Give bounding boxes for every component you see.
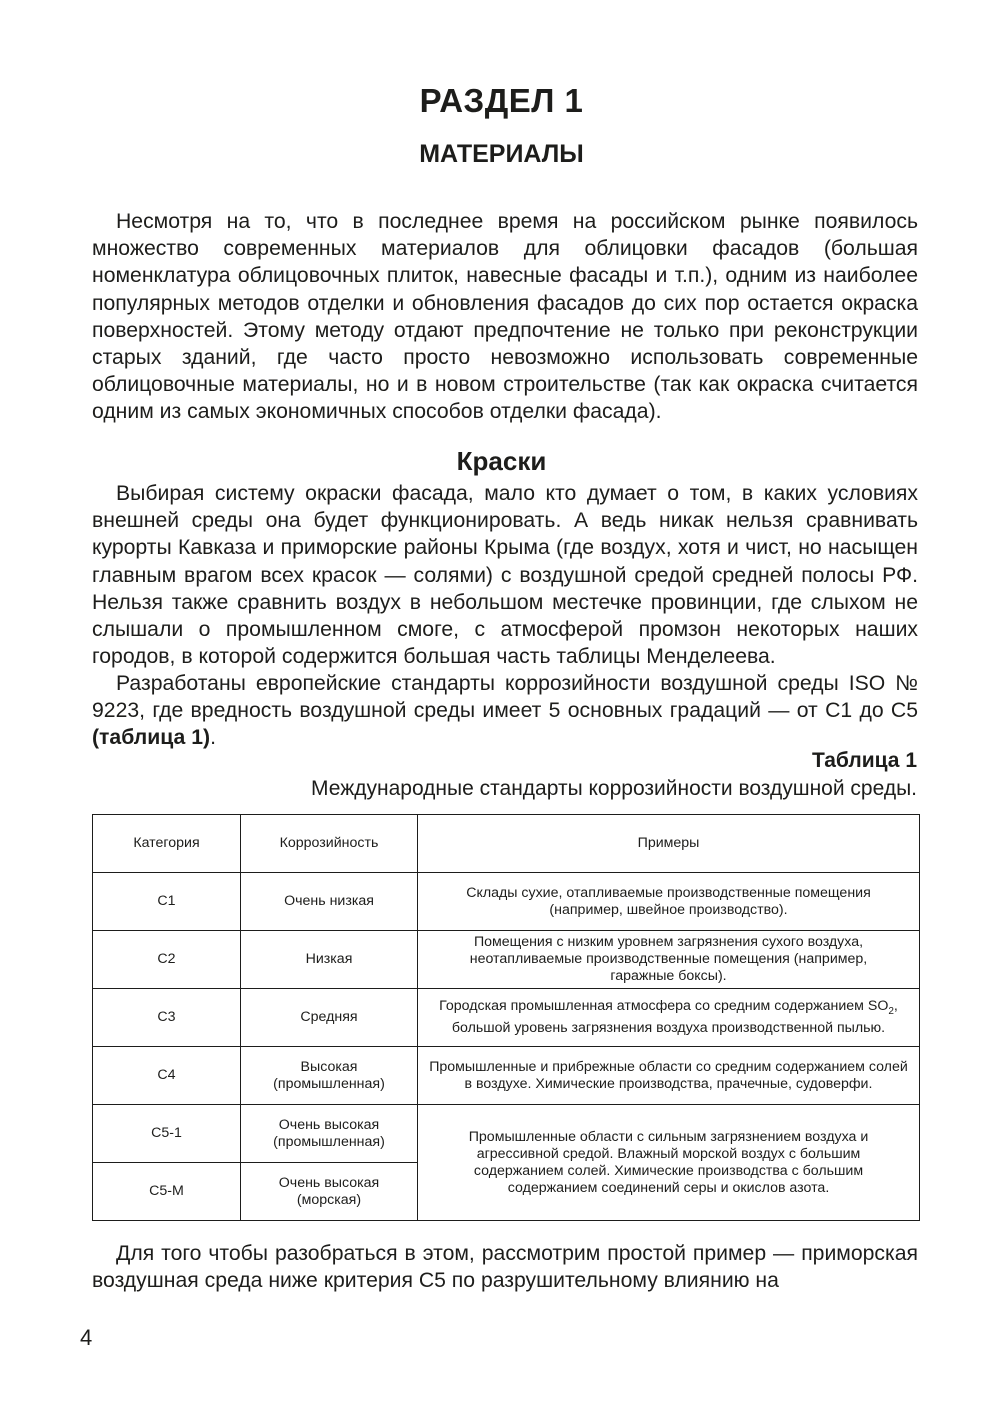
paragraph-iso-end: . xyxy=(210,726,216,750)
page-number: 4 xyxy=(80,1325,93,1350)
cell-category: С1 xyxy=(93,873,241,931)
table-caption: Международные стандарты коррозийности воздушной среды. xyxy=(311,777,917,800)
table-row xyxy=(93,1105,920,1163)
cell-category: С2 xyxy=(93,931,241,989)
cell-examples-c5: Промышленные области с сильным загрязнением воздуха и агрессивной средой. Влажный морской воздух с большим содержанием солей. Химические производства с большим содержанием соединений серы и окислов азота. xyxy=(418,1105,920,1221)
subheading-paints: Краски xyxy=(456,446,547,476)
cell-corrosivity: Низкая xyxy=(241,931,418,989)
corrosivity-table xyxy=(92,814,920,1221)
cell-category: С5-М xyxy=(93,1163,241,1221)
cell-examples: Склады сухие, отапливаемые производственные помещения (например, швейное производство). xyxy=(418,873,920,931)
table-header-row xyxy=(93,815,920,873)
cell-category: С3 xyxy=(93,989,241,1047)
cell-category: С4 xyxy=(93,1047,241,1105)
header-category: Категория xyxy=(93,815,241,873)
cell-corrosivity: Высокая (промышленная) xyxy=(241,1047,418,1105)
cell-category: С5-1 xyxy=(93,1105,241,1163)
table-row xyxy=(93,931,920,989)
examples-subscript: 2 xyxy=(888,1005,894,1017)
table-row xyxy=(93,989,920,1047)
paragraph-iso-standard xyxy=(92,670,918,752)
cell-corrosivity: Средняя xyxy=(241,989,418,1047)
cell-examples xyxy=(418,989,920,1047)
header-examples: Примеры xyxy=(418,815,920,873)
intro-paragraph: Несмотря на то, что в последнее время на российском рынке появилось множество современных материалов для облицовки фасадов (большая номенклатура облицовочных плиток, навесные фасады и т.п.), одним из наиболее популярных методов отделки и обновления фасадов до сих пор остается окраска поверхностей. Этому методу отдают предпочтение не только при реконструкции старых зданий, где часто просто невозможно использовать современные облицовочные материалы, но и в новом строительстве (так как окраска считается одним из самых экономичных способов отделки фасада). xyxy=(92,210,918,424)
examples-text-pre: Городская промышленная атмосфера со средним содержанием SO xyxy=(439,998,889,1015)
chapter-title: МАТЕРИАЛЫ xyxy=(419,140,584,168)
cell-examples: Промышленные и прибрежные области со средним содержанием солей в воздухе. Химические производства, прачечные, судоверфи. xyxy=(418,1047,920,1105)
cell-corrosivity: Очень высокая (морская) xyxy=(241,1163,418,1221)
paragraph-iso-text: Разработаны европейские стандарты коррозийности воздушной среды ISO № 9223, где вредность воздушной среды имеет 5 основных градаций — от С1 до С5 xyxy=(92,672,918,723)
table-row xyxy=(93,873,920,931)
cell-examples: Помещения с низким уровнем загрязнения сухого воздуха, неотапливаемые производственные помещения (например, гаражные боксы). xyxy=(418,931,920,989)
table-label: Таблица 1 xyxy=(811,749,917,772)
paragraph-paint-systems: Выбирая систему окраски фасада, мало кто думает о том, в каких условиях внешней среды она будет функционировать. А ведь никак нельзя сравнивать курорты Кавказа и приморские районы Крыма (где воздух, хотя и чист, но насыщен главным врагом всех красок — солями) с воздушной средой средней полосы РФ. Нельзя также сравнить воздух в небольшом местечке провинции, где слыхом не слышали о промышленном смоге, с атмосферой промзон некоторых наших городов, в которой содержится большая часть таблицы Менделеева. xyxy=(92,482,918,669)
cell-corrosivity: Очень высокая (промышленная) xyxy=(241,1105,418,1163)
table-reference: (таблица 1) xyxy=(92,726,211,750)
table-row xyxy=(93,1047,920,1105)
examples-text-post: , большой уровень загрязнения воздуха производственной пылью. xyxy=(451,998,898,1036)
cell-corrosivity: Очень низкая xyxy=(241,873,418,931)
paragraph-example: Для того чтобы разобраться в этом, рассмотрим простой пример — приморская воздушная среда ниже критерия С5 по разрушительному влиянию на xyxy=(92,1242,918,1293)
section-title: РАЗДЕЛ 1 xyxy=(419,82,584,119)
header-corrosivity: Коррозийность xyxy=(241,815,418,873)
